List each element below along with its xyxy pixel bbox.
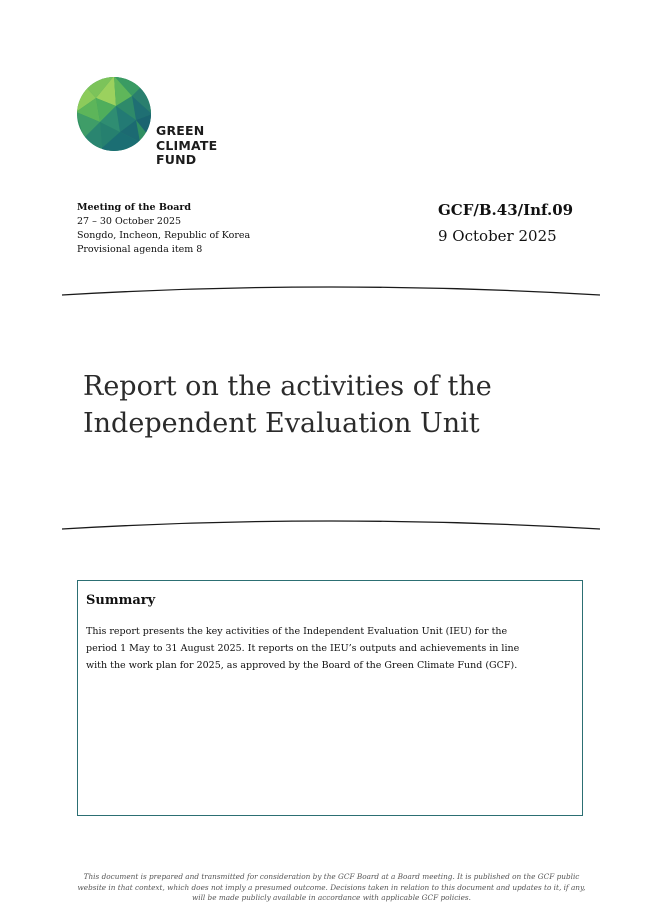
- footer-line-1: This document is prepared and transmitted for consideration by the GCF Board at a Board meeting. It is published on the GCF public: [83, 872, 580, 881]
- document-date: 9 October 2025: [438, 227, 557, 245]
- meeting-title: Meeting of the Board: [77, 202, 192, 213]
- summary-line-1: This report presents the key activities of the Independent Evaluation Unit (IEU) for the: [86, 626, 508, 637]
- logo-line-climate: CLIMATE: [156, 137, 218, 153]
- meeting-location: Songdo, Incheon, Republic of Korea: [77, 230, 251, 241]
- meeting-info: [77, 201, 250, 257]
- logo-wordmark: [156, 124, 217, 168]
- document-symbol: GCF/B.43/Inf.09: [438, 201, 574, 219]
- bottom-divider-curve: [60, 517, 602, 531]
- footer-line-2: website in that context, which does not imply a presumed outcome. Decisions taken in relation to this document and updates to it, if any,: [77, 882, 586, 892]
- page-title-line-2: Independent Evaluation Unit: [83, 408, 480, 439]
- meeting-agenda: Provisional agenda item 8: [77, 244, 203, 255]
- top-divider-curve: [60, 283, 602, 297]
- gcf-logo: [76, 76, 236, 176]
- summary-text: [86, 623, 578, 674]
- document-reference: [438, 200, 573, 247]
- summary-heading: Summary: [86, 593, 156, 608]
- summary-box: [77, 580, 583, 816]
- meeting-dates: 27 – 30 October 2025: [77, 216, 182, 227]
- page-title: [83, 368, 563, 442]
- summary-line-2: period 1 May to 31 August 2025. It reports on the IEU’s outputs and achievements in line: [86, 643, 520, 654]
- disclaimer-footer: [60, 872, 603, 904]
- footer-line-3: will be made publicly available in accordance with applicable GCF policies.: [191, 893, 471, 902]
- page-title-line-1: Report on the activities of the: [83, 371, 492, 402]
- logo-line-green: GREEN: [156, 123, 205, 138]
- summary-line-3: with the work plan for 2025, as approved by the Board of the Green Climate Fund (GCF).: [86, 660, 518, 671]
- logo-line-fund: FUND: [156, 152, 197, 167]
- globe-logo-icon: [76, 76, 152, 152]
